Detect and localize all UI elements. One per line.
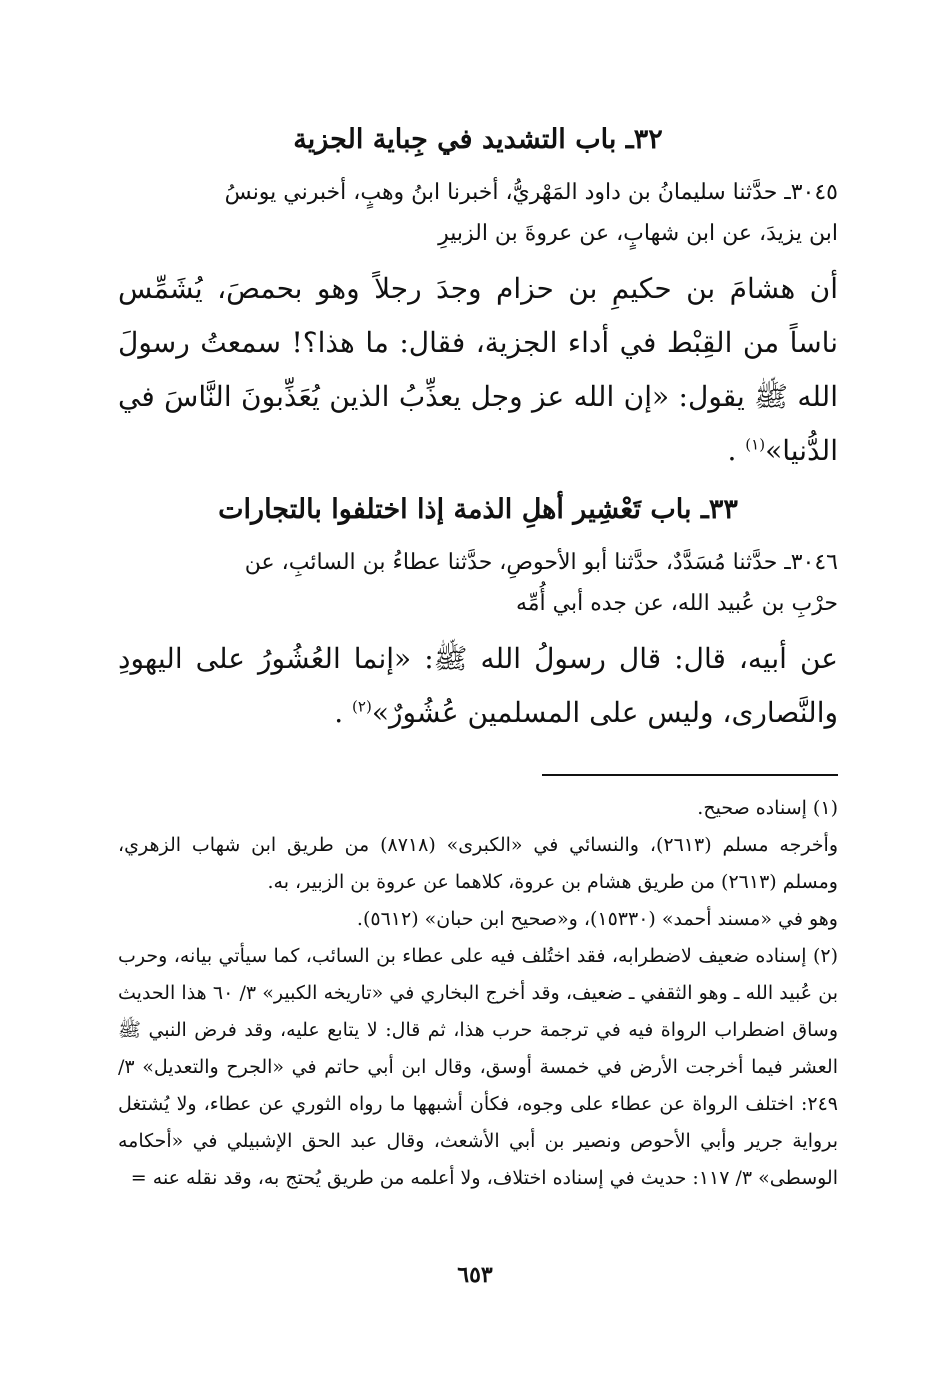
footnote-2: (٢) إسناده ضعيف لاضطرابه، فقد اختُلف فيه على عطاء بن السائب، كما سيأتي بيانه، وحرب بن عُبيد الله ـ وهو الثقفي ـ ضعيف، وقد أخرج البخاري في «تاريخه الكبير» ٣/ ٦٠ هذا الحديث وساق اضطراب الرواة فيه في ترجمة حرب هذا، ثم قال: لا يتابع عليه، وقد فرض النبي ﷺ العشر فيما أخرجت الأرض في خمسة أوسق، وقال ابن أبي حاتم في «الجرح والتعديل» ٣/ ٢٤٩: اختلف الرواة عن عطاء على وجوه، فكأن أشبهها ما رواه الثوري عن عطاء، ولا يُشتغل برواية جرير وأبي الأحوص ونصير بن أبي الأشعث، وقال عبد الحق الإشبيلي في «أحكامه الوسطى» ٣/ ١١٧: حديث في إسناده اختلاف، ولا أعلمه من طريق يُحتج به، وقد نقله عنه = <box>118 945 838 1189</box>
footnote-ref-2[interactable]: (٢) <box>352 697 372 716</box>
hadith-3046-matn <box>118 632 838 740</box>
hadith-3046-isnad: ٣٠٤٦ـ حدَّثنا مُسَدَّدٌ، حدَّثنا أبو الأحوصِ، حدَّثنا عطاءُ بن السائبِ، عن <box>244 550 838 575</box>
footnote-1-sources: وأخرجه مسلم (٢٦١٣)، والنسائي في «الكبرى» (٨٧١٨) من طريق ابن شهاب الزهري، ومسلم (٢٦١٣) من طريق هشام بن عروة، كلاهما عن عروة بن الزبير، به. <box>118 834 838 893</box>
page-body <box>118 118 838 1197</box>
footnotes <box>118 790 838 1197</box>
hadith-3046-end-mark: . <box>334 696 353 729</box>
hadith-3045-isnad-continuation: ابن يزيدَ، عن ابن شهابٍ، عن عروةَ بن الزبيرِ <box>438 221 838 246</box>
chapter-32-heading: ٣٢ـ باب التشديد في جِباية الجزية <box>293 124 663 155</box>
hadith-3046-isnad-continuation: حرْبِ بن عُبيد الله، عن جده أبي أُمِّه <box>515 591 838 616</box>
footnote-1-references: وهو في «مسند أحمد» (١٥٣٣٠)، و«صحيح ابن حبان» (٥٦١٢). <box>356 908 838 930</box>
chapter-33-heading: ٣٣ـ باب تَعْشِير أهلِ الذمة إذا اختلفوا بالتجارات <box>218 494 738 525</box>
footnote-separator <box>542 774 838 776</box>
hadith-3045-matn <box>118 262 838 478</box>
hadith-3045-matn-text: أن هشامَ بن حكيمِ بن حزام وجدَ رجلاً وهو بحمصَ، يُشَمِّس ناساً من القِبْط في أداء الجزية، فقال: ما هذا؟! سمعتُ رسولَ الله ﷺ يقول: «إن الله عز وجل يعذِّبُ الذين يُعَذِّبونَ النَّاسَ في الدُّنيا» <box>118 272 838 467</box>
page-number: ٦٥٣ <box>457 1262 493 1288</box>
hadith-3045-end-mark: . <box>727 434 746 467</box>
hadith-3045-isnad: ٣٠٤٥ـ حدَّثنا سليمانُ بن داود المَهْريُّ، أخبرنا ابنُ وهبٍ، أخبرني يونسُ <box>224 180 838 205</box>
footnote-1-grading: (١) إسناده صحيح. <box>697 797 838 819</box>
footnote-ref-1[interactable]: (١) <box>745 435 766 454</box>
hadith-3046-matn-text: عن أبيه، قال: قال رسولُ الله ﷺ: «إنما العُشُورُ على اليهودِ والنَّصارى، وليس على المسلمين عُشُورٌ» <box>118 642 838 729</box>
